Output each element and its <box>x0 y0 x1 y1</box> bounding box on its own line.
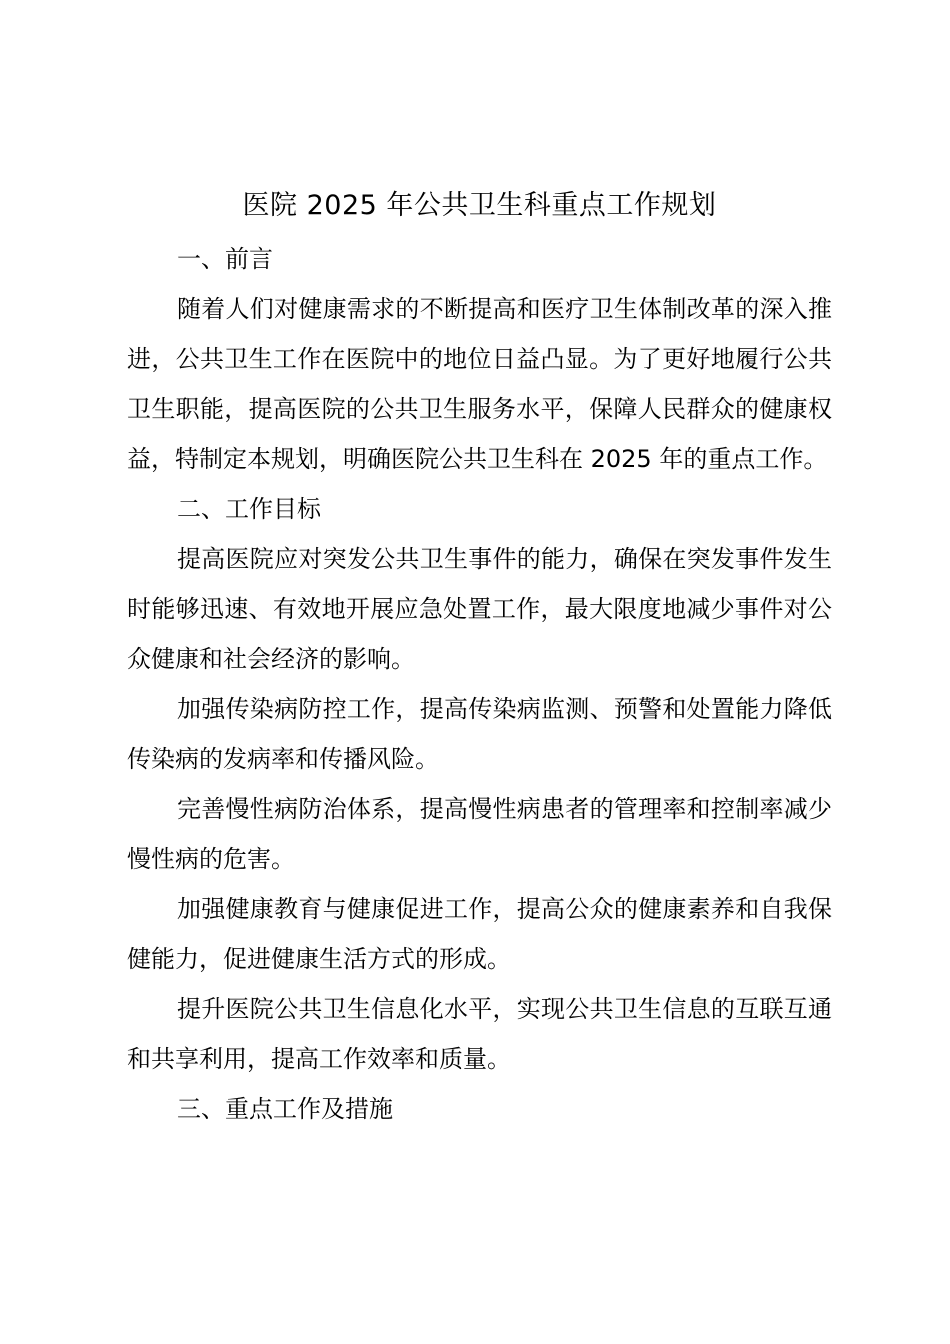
document-page <box>127 178 832 1134</box>
section-preface <box>127 234 832 484</box>
section-heading: 二、工作目标 <box>177 495 321 523</box>
section-goals <box>127 484 832 1084</box>
section-heading: 三、重点工作及措施 <box>177 1095 393 1123</box>
paragraph: 随着人们对健康需求的不断提高和医疗卫生体制改革的深入推进，公共卫生工作在医院中的地位日益凸显。为了更好地履行公共卫生职能，提高医院的公共卫生服务水平，保障人民群众的健康权益，特制定本规划，明确医院公共卫生科在 2025 年的重点工作。 <box>127 295 832 473</box>
paragraph: 完善慢性病防治体系，提高慢性病患者的管理率和控制率减少慢性病的危害。 <box>127 795 832 873</box>
document-title: 医院 2025 年公共卫生科重点工作规划 <box>242 190 717 221</box>
paragraph: 提升医院公共卫生信息化水平，实现公共卫生信息的互联互通和共享利用，提高工作效率和质量。 <box>127 995 832 1073</box>
section-heading: 一、前言 <box>177 245 273 273</box>
paragraph: 提高医院应对突发公共卫生事件的能力，确保在突发事件发生时能够迅速、有效地开展应急处置工作，最大限度地减少事件对公众健康和社会经济的影响。 <box>127 545 832 673</box>
paragraph: 加强传染病防控工作，提高传染病监测、预警和处置能力降低传染病的发病率和传播风险。 <box>127 695 832 773</box>
paragraph: 加强健康教育与健康促进工作，提高公众的健康素养和自我保健能力，促进健康生活方式的形成。 <box>127 895 832 973</box>
section-key-work <box>127 1084 832 1134</box>
